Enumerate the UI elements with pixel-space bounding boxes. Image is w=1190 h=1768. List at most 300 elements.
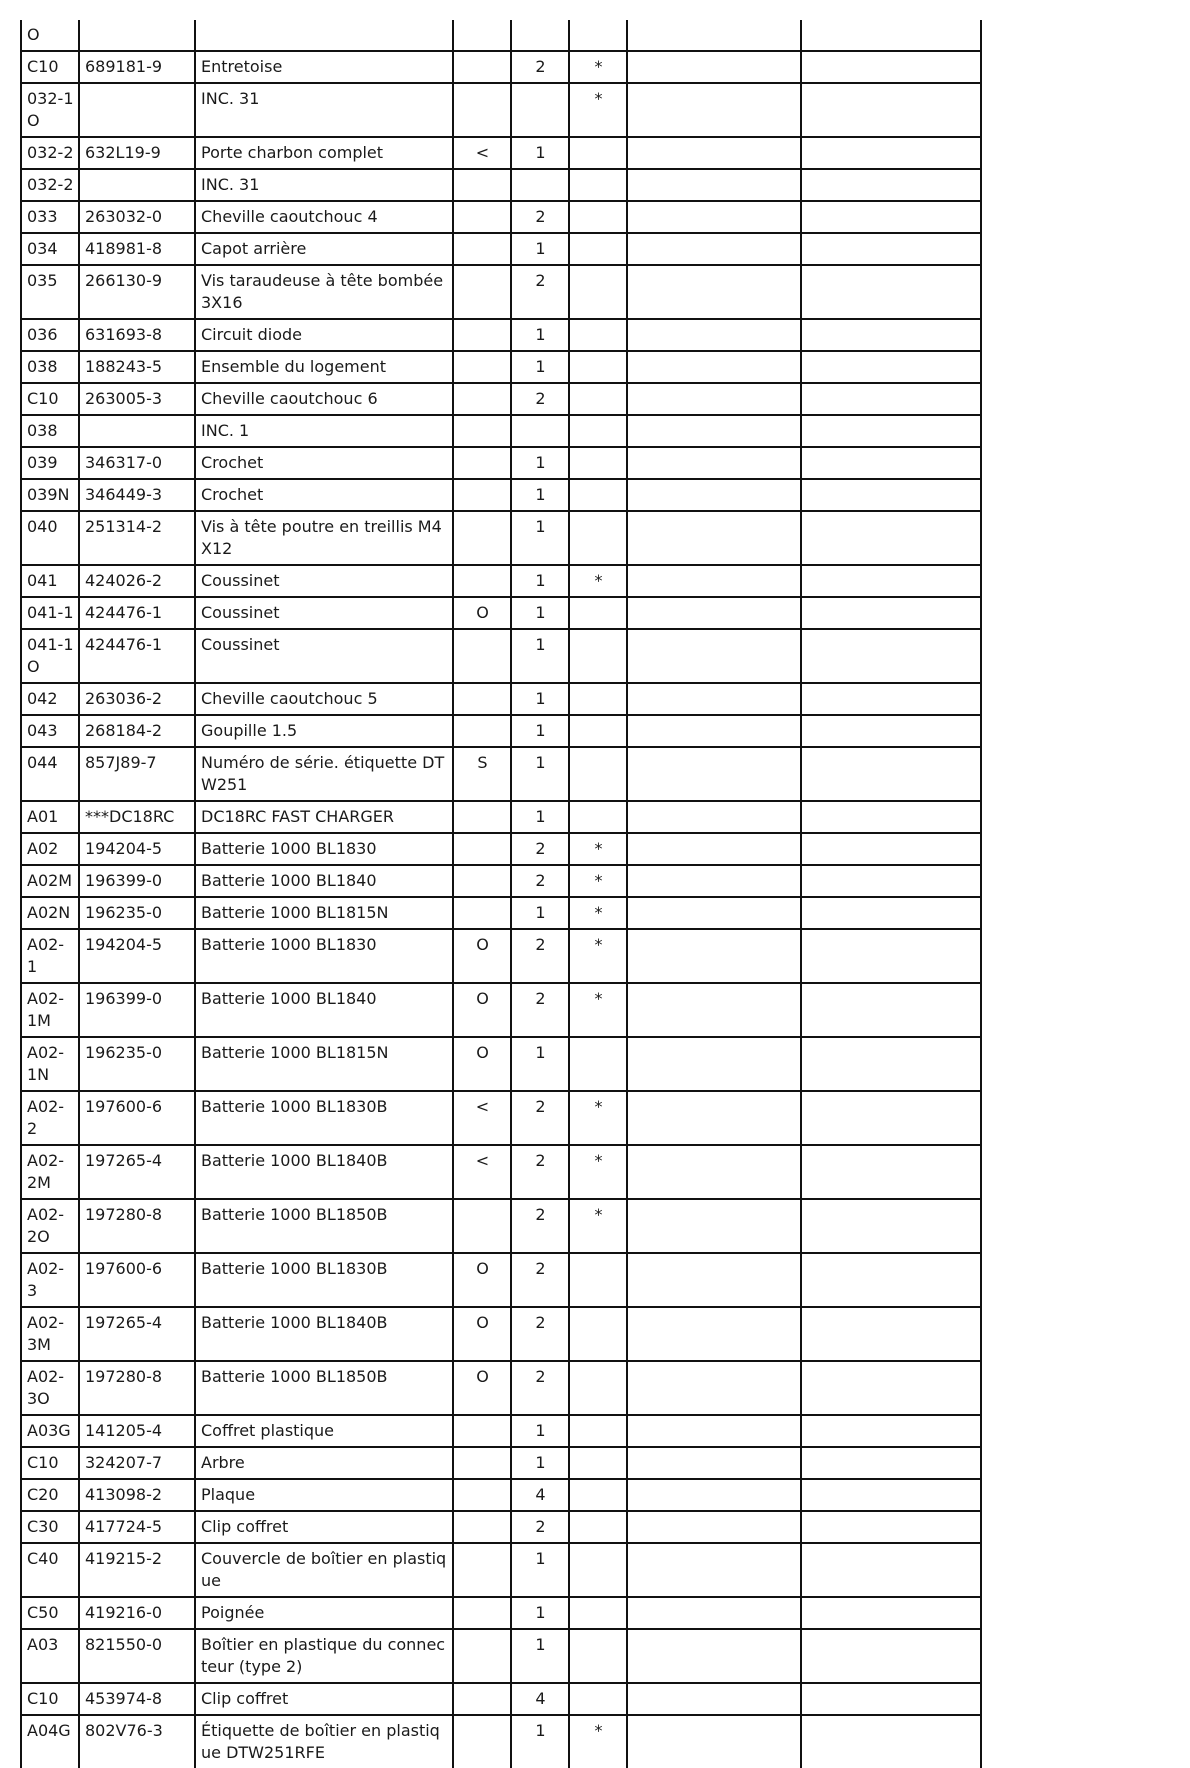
note-cell	[453, 51, 511, 83]
quantity-cell: 1	[511, 565, 569, 597]
ref-cell: C20	[21, 1479, 79, 1511]
extra-cell-1	[627, 319, 801, 351]
extra-cell-1	[627, 897, 801, 929]
note-cell	[453, 565, 511, 597]
ref-cell: C10	[21, 383, 79, 415]
table-row	[21, 1479, 981, 1511]
part-number-cell: 453974-8	[79, 1683, 195, 1715]
description-cell: INC. 1	[195, 415, 453, 447]
table-row	[21, 83, 981, 137]
extra-cell-2	[801, 351, 981, 383]
table-row	[21, 683, 981, 715]
part-number-cell: 346449-3	[79, 479, 195, 511]
extra-cell-1	[627, 629, 801, 683]
extra-cell-1	[627, 1091, 801, 1145]
table-row	[21, 597, 981, 629]
description-cell: Batterie 1000 BL1815N	[195, 897, 453, 929]
description-cell: Batterie 1000 BL1850B	[195, 1361, 453, 1415]
quantity-cell: 1	[511, 137, 569, 169]
quantity-cell: 4	[511, 1683, 569, 1715]
extra-cell-1	[627, 265, 801, 319]
extra-cell-2	[801, 137, 981, 169]
note-cell	[453, 1683, 511, 1715]
ref-cell: A04G	[21, 1715, 79, 1768]
mark-cell: *	[569, 929, 627, 983]
description-cell: Cheville caoutchouc 6	[195, 383, 453, 415]
ref-cell: A02-1M	[21, 983, 79, 1037]
mark-cell	[569, 1037, 627, 1091]
mark-cell	[569, 1683, 627, 1715]
part-number-cell: 418981-8	[79, 233, 195, 265]
part-number-cell: 689181-9	[79, 51, 195, 83]
table-row	[21, 1415, 981, 1447]
ref-cell: 035	[21, 265, 79, 319]
quantity-cell: 2	[511, 983, 569, 1037]
note-cell	[453, 1629, 511, 1683]
part-number-cell: 266130-9	[79, 265, 195, 319]
quantity-cell: 1	[511, 1447, 569, 1479]
extra-cell-1	[627, 83, 801, 137]
ref-cell: C40	[21, 1543, 79, 1597]
description-cell: Vis taraudeuse à tête bombée 3X16	[195, 265, 453, 319]
note-cell: O	[453, 1253, 511, 1307]
extra-cell-1	[627, 1199, 801, 1253]
table-row	[21, 1597, 981, 1629]
table-row	[21, 1629, 981, 1683]
ref-cell: 039N	[21, 479, 79, 511]
extra-cell-1	[627, 233, 801, 265]
mark-cell	[569, 597, 627, 629]
extra-cell-1	[627, 747, 801, 801]
mark-cell: *	[569, 565, 627, 597]
extra-cell-1	[627, 833, 801, 865]
parts-table-body	[21, 20, 981, 1768]
note-cell	[453, 20, 511, 51]
extra-cell-1	[627, 20, 801, 51]
quantity-cell: 1	[511, 897, 569, 929]
note-cell: O	[453, 983, 511, 1037]
quantity-cell: 2	[511, 1091, 569, 1145]
extra-cell-2	[801, 383, 981, 415]
note-cell	[453, 865, 511, 897]
extra-cell-1	[627, 447, 801, 479]
extra-cell-2	[801, 1629, 981, 1683]
ref-cell: 041-1O	[21, 629, 79, 683]
extra-cell-2	[801, 265, 981, 319]
note-cell	[453, 265, 511, 319]
mark-cell	[569, 511, 627, 565]
description-cell: INC. 31	[195, 169, 453, 201]
quantity-cell: 2	[511, 865, 569, 897]
note-cell	[453, 479, 511, 511]
mark-cell	[569, 1447, 627, 1479]
quantity-cell: 1	[511, 1543, 569, 1597]
description-cell: Batterie 1000 BL1830	[195, 833, 453, 865]
ref-cell: C50	[21, 1597, 79, 1629]
quantity-cell: 1	[511, 1715, 569, 1768]
extra-cell-2	[801, 169, 981, 201]
ref-cell: 033	[21, 201, 79, 233]
mark-cell: *	[569, 865, 627, 897]
mark-cell	[569, 1307, 627, 1361]
table-row	[21, 383, 981, 415]
extra-cell-1	[627, 1683, 801, 1715]
ref-cell: 032-1O	[21, 83, 79, 137]
ref-cell: A02-1	[21, 929, 79, 983]
extra-cell-1	[627, 1543, 801, 1597]
part-number-cell: 346317-0	[79, 447, 195, 479]
table-row	[21, 833, 981, 865]
ref-cell: A02-3O	[21, 1361, 79, 1415]
extra-cell-1	[627, 929, 801, 983]
part-number-cell: 197280-8	[79, 1361, 195, 1415]
note-cell	[453, 1479, 511, 1511]
description-cell: Clip coffret	[195, 1511, 453, 1543]
extra-cell-1	[627, 1253, 801, 1307]
mark-cell: *	[569, 1199, 627, 1253]
quantity-cell: 1	[511, 629, 569, 683]
quantity-cell: 2	[511, 1361, 569, 1415]
description-cell: Ensemble du logement	[195, 351, 453, 383]
part-number-cell: 857J89-7	[79, 747, 195, 801]
extra-cell-2	[801, 1597, 981, 1629]
mark-cell: *	[569, 833, 627, 865]
part-number-cell: 194204-5	[79, 833, 195, 865]
quantity-cell: 1	[511, 683, 569, 715]
table-row	[21, 1307, 981, 1361]
part-number-cell	[79, 20, 195, 51]
table-row	[21, 1037, 981, 1091]
extra-cell-1	[627, 1715, 801, 1768]
note-cell	[453, 383, 511, 415]
part-number-cell: 263036-2	[79, 683, 195, 715]
quantity-cell: 1	[511, 1037, 569, 1091]
table-row	[21, 201, 981, 233]
mark-cell	[569, 383, 627, 415]
mark-cell	[569, 747, 627, 801]
extra-cell-2	[801, 447, 981, 479]
extra-cell-2	[801, 1253, 981, 1307]
table-row	[21, 865, 981, 897]
mark-cell: *	[569, 1091, 627, 1145]
description-cell: INC. 31	[195, 83, 453, 137]
ref-cell: C10	[21, 1447, 79, 1479]
extra-cell-2	[801, 1415, 981, 1447]
part-number-cell: 197265-4	[79, 1307, 195, 1361]
note-cell	[453, 1199, 511, 1253]
note-cell	[453, 1597, 511, 1629]
extra-cell-1	[627, 51, 801, 83]
mark-cell	[569, 1253, 627, 1307]
part-number-cell: 424026-2	[79, 565, 195, 597]
ref-cell: 036	[21, 319, 79, 351]
note-cell	[453, 415, 511, 447]
part-number-cell: 196399-0	[79, 983, 195, 1037]
quantity-cell: 2	[511, 1307, 569, 1361]
description-cell: Coussinet	[195, 597, 453, 629]
ref-cell: 044	[21, 747, 79, 801]
part-number-cell: 197265-4	[79, 1145, 195, 1199]
extra-cell-2	[801, 20, 981, 51]
table-row	[21, 447, 981, 479]
ref-cell: A02-2O	[21, 1199, 79, 1253]
quantity-cell	[511, 415, 569, 447]
mark-cell	[569, 169, 627, 201]
table-row	[21, 20, 981, 51]
table-row	[21, 351, 981, 383]
part-number-cell: ***DC18RC	[79, 801, 195, 833]
part-number-cell: 413098-2	[79, 1479, 195, 1511]
extra-cell-1	[627, 1597, 801, 1629]
mark-cell	[569, 1597, 627, 1629]
description-cell: Vis à tête poutre en treillis M4X12	[195, 511, 453, 565]
extra-cell-1	[627, 1037, 801, 1091]
mark-cell	[569, 265, 627, 319]
description-cell: Capot arrière	[195, 233, 453, 265]
extra-cell-1	[627, 1361, 801, 1415]
note-cell	[453, 801, 511, 833]
table-row	[21, 929, 981, 983]
description-cell: Clip coffret	[195, 1683, 453, 1715]
mark-cell	[569, 479, 627, 511]
description-cell: Coussinet	[195, 565, 453, 597]
part-number-cell: 197600-6	[79, 1253, 195, 1307]
part-number-cell: 424476-1	[79, 597, 195, 629]
mark-cell: *	[569, 1145, 627, 1199]
description-cell: Batterie 1000 BL1840B	[195, 1145, 453, 1199]
extra-cell-2	[801, 1683, 981, 1715]
mark-cell	[569, 715, 627, 747]
part-number-cell	[79, 169, 195, 201]
part-number-cell: 263005-3	[79, 383, 195, 415]
description-cell: Coussinet	[195, 629, 453, 683]
description-cell: Batterie 1000 BL1840	[195, 865, 453, 897]
extra-cell-2	[801, 1715, 981, 1768]
note-cell	[453, 683, 511, 715]
extra-cell-1	[627, 201, 801, 233]
quantity-cell: 1	[511, 597, 569, 629]
ref-cell: A01	[21, 801, 79, 833]
table-row	[21, 715, 981, 747]
ref-cell: 041-1	[21, 597, 79, 629]
mark-cell: *	[569, 983, 627, 1037]
quantity-cell: 1	[511, 447, 569, 479]
table-row	[21, 1543, 981, 1597]
extra-cell-1	[627, 683, 801, 715]
extra-cell-1	[627, 597, 801, 629]
table-row	[21, 1715, 981, 1768]
extra-cell-2	[801, 715, 981, 747]
mark-cell	[569, 137, 627, 169]
note-cell	[453, 1415, 511, 1447]
mark-cell: *	[569, 897, 627, 929]
ref-cell: 041	[21, 565, 79, 597]
quantity-cell: 4	[511, 1479, 569, 1511]
mark-cell: *	[569, 83, 627, 137]
mark-cell	[569, 233, 627, 265]
table-row	[21, 415, 981, 447]
extra-cell-1	[627, 1145, 801, 1199]
note-cell	[453, 447, 511, 479]
extra-cell-1	[627, 1479, 801, 1511]
extra-cell-2	[801, 1307, 981, 1361]
extra-cell-1	[627, 983, 801, 1037]
description-cell: Arbre	[195, 1447, 453, 1479]
ref-cell: A02-2M	[21, 1145, 79, 1199]
mark-cell	[569, 1543, 627, 1597]
quantity-cell	[511, 169, 569, 201]
ref-cell: 032-2	[21, 137, 79, 169]
mark-cell	[569, 801, 627, 833]
ref-cell: C30	[21, 1511, 79, 1543]
mark-cell	[569, 447, 627, 479]
part-number-cell: 417724-5	[79, 1511, 195, 1543]
quantity-cell: 2	[511, 1253, 569, 1307]
description-cell: Boîtier en plastique du connecteur (type 2)	[195, 1629, 453, 1683]
description-cell: Coffret plastique	[195, 1415, 453, 1447]
description-cell: Porte charbon complet	[195, 137, 453, 169]
description-cell: Cheville caoutchouc 5	[195, 683, 453, 715]
table-row	[21, 51, 981, 83]
quantity-cell: 1	[511, 479, 569, 511]
ref-cell: 040	[21, 511, 79, 565]
extra-cell-2	[801, 1199, 981, 1253]
table-row	[21, 511, 981, 565]
description-cell: Batterie 1000 BL1840B	[195, 1307, 453, 1361]
note-cell	[453, 233, 511, 265]
quantity-cell	[511, 20, 569, 51]
note-cell: S	[453, 747, 511, 801]
quantity-cell: 1	[511, 351, 569, 383]
quantity-cell	[511, 83, 569, 137]
part-number-cell: 419215-2	[79, 1543, 195, 1597]
mark-cell	[569, 1415, 627, 1447]
quantity-cell: 1	[511, 1629, 569, 1683]
mark-cell	[569, 1629, 627, 1683]
extra-cell-1	[627, 1511, 801, 1543]
extra-cell-2	[801, 511, 981, 565]
description-cell: Batterie 1000 BL1830B	[195, 1253, 453, 1307]
extra-cell-2	[801, 1447, 981, 1479]
part-number-cell: 197600-6	[79, 1091, 195, 1145]
ref-cell: A03	[21, 1629, 79, 1683]
part-number-cell	[79, 415, 195, 447]
quantity-cell: 2	[511, 51, 569, 83]
mark-cell	[569, 1511, 627, 1543]
extra-cell-2	[801, 597, 981, 629]
note-cell: <	[453, 137, 511, 169]
ref-cell: A02-2	[21, 1091, 79, 1145]
note-cell	[453, 1511, 511, 1543]
parts-table	[20, 20, 982, 1768]
note-cell	[453, 1715, 511, 1768]
extra-cell-2	[801, 629, 981, 683]
part-number-cell: 196399-0	[79, 865, 195, 897]
note-cell: O	[453, 1037, 511, 1091]
mark-cell	[569, 629, 627, 683]
extra-cell-1	[627, 511, 801, 565]
ref-cell: C10	[21, 51, 79, 83]
extra-cell-1	[627, 169, 801, 201]
quantity-cell: 2	[511, 929, 569, 983]
part-number-cell: 632L19-9	[79, 137, 195, 169]
mark-cell	[569, 415, 627, 447]
quantity-cell: 1	[511, 233, 569, 265]
description-cell	[195, 20, 453, 51]
description-cell: DC18RC FAST CHARGER	[195, 801, 453, 833]
table-row	[21, 1091, 981, 1145]
mark-cell	[569, 1361, 627, 1415]
part-number-cell: 263032-0	[79, 201, 195, 233]
extra-cell-1	[627, 1307, 801, 1361]
part-number-cell: 141205-4	[79, 1415, 195, 1447]
part-number-cell: 194204-5	[79, 929, 195, 983]
part-number-cell: 251314-2	[79, 511, 195, 565]
ref-cell: 038	[21, 351, 79, 383]
note-cell: O	[453, 597, 511, 629]
extra-cell-2	[801, 1479, 981, 1511]
extra-cell-1	[627, 383, 801, 415]
note-cell	[453, 511, 511, 565]
part-number-cell: 324207-7	[79, 1447, 195, 1479]
quantity-cell: 2	[511, 201, 569, 233]
mark-cell	[569, 201, 627, 233]
ref-cell: O	[21, 20, 79, 51]
part-number-cell: 188243-5	[79, 351, 195, 383]
extra-cell-2	[801, 747, 981, 801]
note-cell: O	[453, 929, 511, 983]
note-cell	[453, 201, 511, 233]
note-cell	[453, 715, 511, 747]
ref-cell: A02-3	[21, 1253, 79, 1307]
description-cell: Étiquette de boîtier en plastique DTW251RFE	[195, 1715, 453, 1768]
ref-cell: 032-2	[21, 169, 79, 201]
extra-cell-1	[627, 415, 801, 447]
mark-cell	[569, 319, 627, 351]
mark-cell: *	[569, 1715, 627, 1768]
table-row	[21, 1447, 981, 1479]
extra-cell-1	[627, 351, 801, 383]
mark-cell	[569, 351, 627, 383]
part-number-cell: 419216-0	[79, 1597, 195, 1629]
part-number-cell: 196235-0	[79, 897, 195, 929]
ref-cell: 043	[21, 715, 79, 747]
quantity-cell: 2	[511, 265, 569, 319]
description-cell: Goupille 1.5	[195, 715, 453, 747]
ref-cell: 042	[21, 683, 79, 715]
extra-cell-2	[801, 1091, 981, 1145]
table-row	[21, 629, 981, 683]
description-cell: Batterie 1000 BL1840	[195, 983, 453, 1037]
quantity-cell: 1	[511, 319, 569, 351]
extra-cell-1	[627, 137, 801, 169]
quantity-cell: 1	[511, 801, 569, 833]
description-cell: Crochet	[195, 479, 453, 511]
extra-cell-2	[801, 565, 981, 597]
extra-cell-1	[627, 565, 801, 597]
quantity-cell: 2	[511, 1511, 569, 1543]
description-cell: Batterie 1000 BL1830B	[195, 1091, 453, 1145]
part-number-cell: 196235-0	[79, 1037, 195, 1091]
description-cell: Batterie 1000 BL1850B	[195, 1199, 453, 1253]
extra-cell-1	[627, 1415, 801, 1447]
mark-cell	[569, 1479, 627, 1511]
note-cell	[453, 169, 511, 201]
ref-cell: C10	[21, 1683, 79, 1715]
note-cell	[453, 833, 511, 865]
quantity-cell: 1	[511, 511, 569, 565]
part-number-cell: 631693-8	[79, 319, 195, 351]
